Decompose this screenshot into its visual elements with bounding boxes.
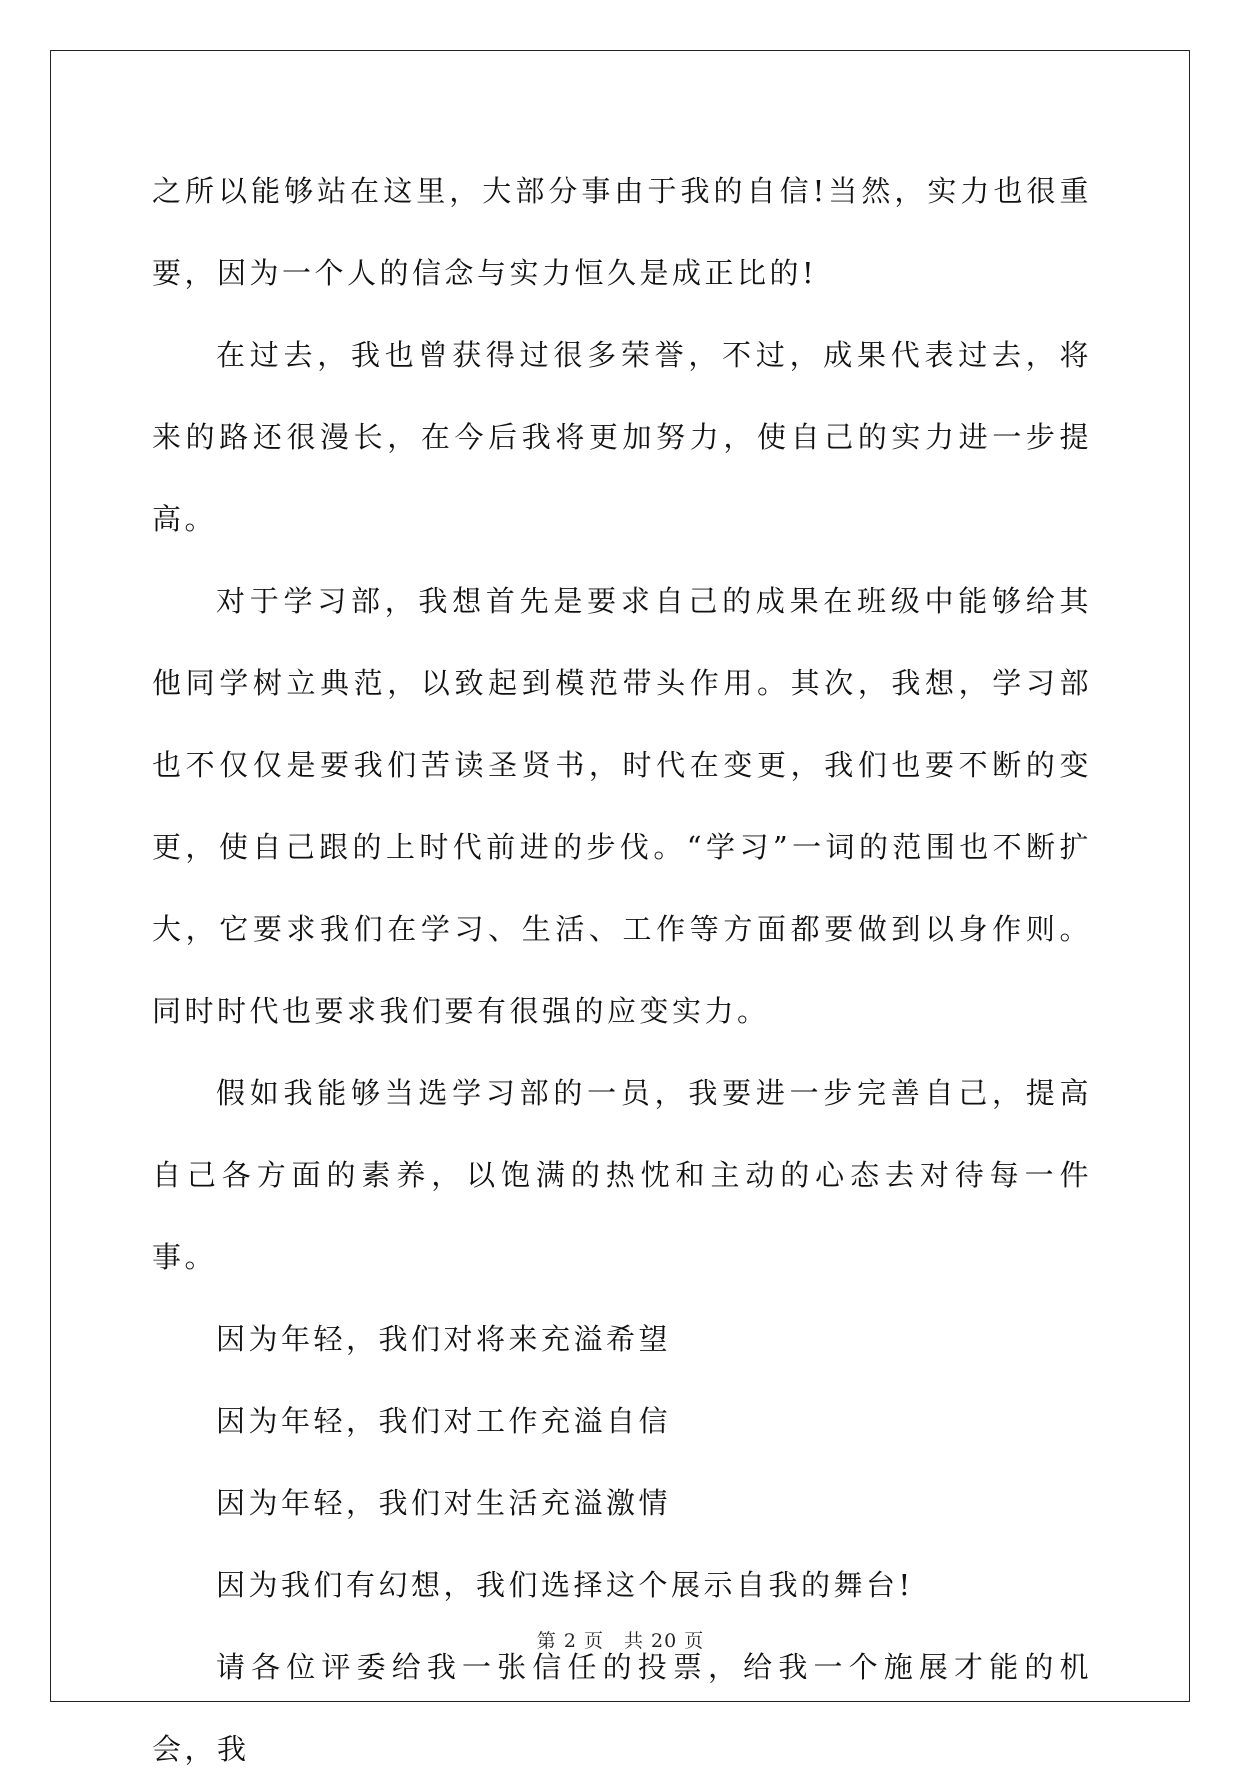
paragraph: 因为年轻，我们对将来充溢希望 — [216, 1322, 672, 1356]
paragraph: 假如我能够当选学习部的一员，我要进一步完善自己，提高自己各方面的素养，以饱满的热忱和主动的心态去对待每一件事。 — [152, 1076, 1092, 1274]
paragraph: 之所以能够站在这里，大部分事由于我的自信!当然，实力也很重要，因为一个人的信念与实力恒久是成正比的! — [152, 174, 1092, 290]
paragraph: 在过去，我也曾获得过很多荣誉，不过，成果代表过去，将来的路还很漫长，在今后我将更加努力，使自己的实力进一步提高。 — [152, 338, 1092, 536]
page-total: 共 20 页 — [623, 1630, 705, 1652]
document-body — [152, 150, 1092, 1790]
paragraph: 因为年轻，我们对生活充溢激情 — [216, 1486, 672, 1520]
paragraph: 请各位评委给我一张信任的投票，给我一个施展才能的机会，我 — [152, 1650, 1092, 1766]
page-number: 第 2 页 — [536, 1630, 604, 1652]
paragraph: 因为年轻，我们对工作充溢自信 — [216, 1404, 672, 1438]
paragraph: 对于学习部，我想首先是要求自己的成果在班级中能够给其他同学树立典范，以致起到模范带头作用。其次，我想，学习部也不仅仅是要我们苦读圣贤书，时代在变更，我们也要不断的变更，使自己跟的上时代前进的步伐。“学习”一词的范围也不断扩大，它要求我们在学习、生活、工作等方面都要做到以身作则。同时时代也要求我们要有很强的应变实力。 — [152, 584, 1092, 1028]
page-footer — [0, 1626, 1241, 1653]
paragraph: 因为我们有幻想，我们选择这个展示自我的舞台! — [216, 1568, 914, 1602]
